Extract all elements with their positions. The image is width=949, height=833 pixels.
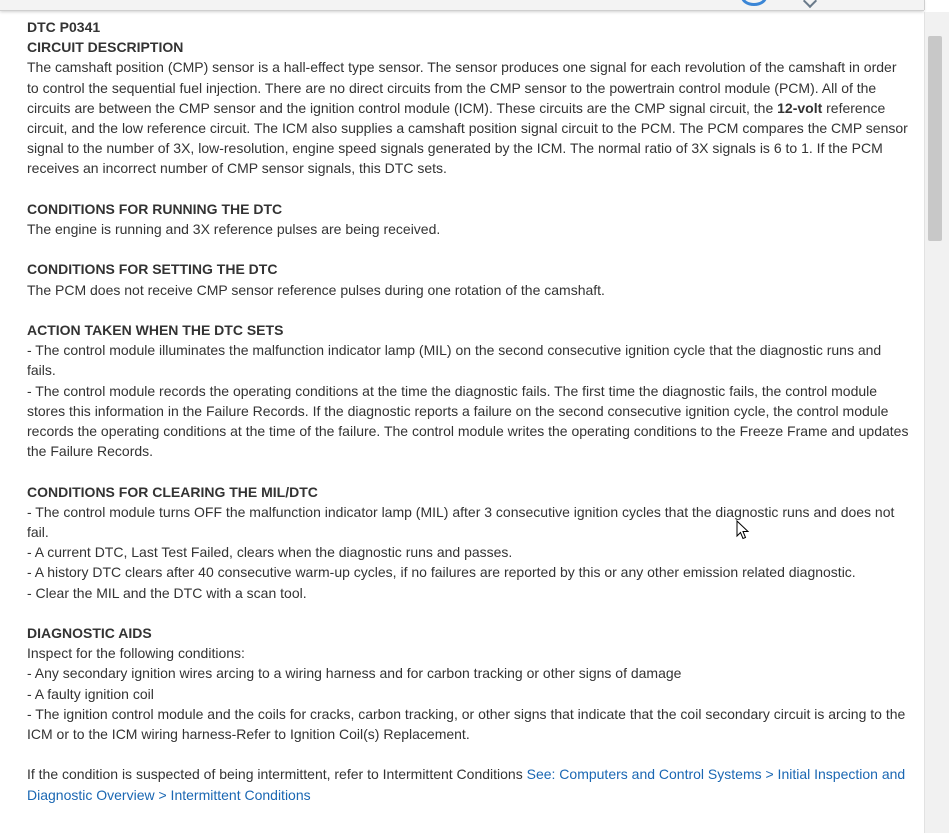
document-content bbox=[27, 17, 912, 825]
vertical-scrollbar[interactable] bbox=[924, 12, 949, 833]
conditions-running-section bbox=[27, 199, 912, 239]
chevron-down-icon[interactable] bbox=[803, 0, 817, 8]
body-text: reference circuit, and the low reference circuit. The ICM also supplies a camshaft position signal circuit to the PCM. The PCM compares the CMP sensor signal to the number of 3X, low-resolution, engine speed signals generated by the ICM. The normal ratio of 3X signals is 6 to 1. If the PCM receives an incorrect number of CMP sensor signals, this DTC sets. bbox=[27, 99, 908, 177]
section-heading: CONDITIONS FOR RUNNING THE DTC bbox=[27, 200, 283, 217]
section-body: The engine is running and 3X reference pulses are being received. bbox=[27, 221, 441, 238]
list-item: - Clear the MIL and the DTC with a scan tool. bbox=[27, 584, 307, 601]
list-item: - The control module turns OFF the malfunction indicator lamp (MIL) after 3 consecutive ignition cycles that the diagnostic runs and does not fail. bbox=[27, 503, 895, 541]
section-body bbox=[27, 57, 912, 178]
conditions-setting-section bbox=[27, 259, 912, 299]
section-heading: CONDITIONS FOR SETTING THE DTC bbox=[27, 261, 278, 278]
list-item: - A history DTC clears after 40 consecutive warm-up cycles, if no failures are reported by this or any other emission related diagnostic. bbox=[27, 564, 856, 581]
action-taken-section bbox=[27, 320, 912, 461]
diagnostic-aids-section bbox=[27, 623, 912, 744]
section-intro: Inspect for the following conditions: bbox=[27, 645, 245, 662]
scrollbar-thumb[interactable] bbox=[928, 36, 942, 241]
intermittent-section bbox=[27, 764, 912, 804]
list-item: - A faulty ignition coil bbox=[27, 685, 154, 702]
section-heading: CIRCUIT DESCRIPTION bbox=[27, 39, 184, 56]
list-item: - The control module illuminates the malfunction indicator lamp (MIL) on the second consecutive ignition cycle that the diagnostic runs and fails. bbox=[27, 342, 882, 379]
list-item: - A current DTC, Last Test Failed, clears when the diagnostic runs and passes. bbox=[27, 544, 513, 561]
circle-icon[interactable] bbox=[741, 0, 767, 6]
intermittent-conditions-link[interactable]: See: Computers and Control Systems > Initial Inspection and Diagnostic Overview > Intermittent Conditions bbox=[27, 766, 906, 803]
top-toolbar bbox=[0, 0, 924, 11]
section-heading: ACTION TAKEN WHEN THE DTC SETS bbox=[27, 322, 284, 338]
toolbar-edge bbox=[924, 0, 925, 10]
section-body bbox=[27, 764, 912, 804]
list-item: - The ignition control module and the coils for cracks, carbon tracking, or other signs that indicate that the coil secondary circuit is arcing to the ICM or to the ICM wiring harness-Refer to Ignition Coil(s) Replacement. bbox=[27, 705, 906, 743]
document-title: DTC P0341 bbox=[27, 19, 101, 35]
section-heading: DIAGNOSTIC AIDS bbox=[27, 625, 152, 642]
bold-text: 12-volt bbox=[777, 99, 823, 116]
body-text: The camshaft position (CMP) sensor is a hall-effect type sensor. The sensor produces one signal for each revolution of the camshaft in order to control the sequential fuel injection. There are no direct circuits from the CMP sensor to the powertrain control module (PCM). All of the circuits are between the CMP sensor and the ignition control module (ICM). These circuits are the CMP signal circuit, the bbox=[27, 59, 897, 116]
circuit-description-section bbox=[27, 37, 912, 178]
body-text: If the condition is suspected of being intermittent, refer to Intermittent Conditions bbox=[27, 766, 527, 783]
conditions-clearing-section bbox=[27, 482, 912, 603]
list-item: - Any secondary ignition wires arcing to a wiring harness and for carbon tracking or other signs of damage bbox=[27, 665, 682, 682]
mouse-cursor-icon bbox=[736, 520, 750, 540]
section-body: The PCM does not receive CMP sensor reference pulses during one rotation of the camshaft. bbox=[27, 281, 605, 298]
section-heading: CONDITIONS FOR CLEARING THE MIL/DTC bbox=[27, 483, 318, 500]
list-item: - The control module records the operating conditions at the time the diagnostic fails. The first time the diagnostic fails, the control module stores this information in the Failure Records. If the diagnostic reports a failure on the second consecutive ignition cycle, the control module records the operating conditions at the time of the failure. The control module writes the operating conditions to the Freeze Frame and updates the Failure Records. bbox=[27, 382, 909, 460]
